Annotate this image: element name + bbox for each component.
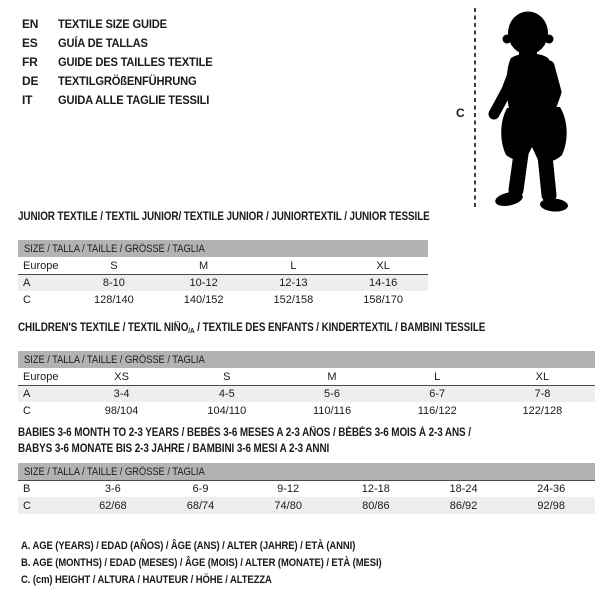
row-label: C: [23, 404, 31, 417]
size-cell: 158/170: [363, 293, 403, 306]
language-code: FR: [22, 54, 38, 69]
table-row-europe: [18, 257, 428, 274]
size-cell: 3-4: [113, 388, 130, 400]
children-table-title: [18, 322, 561, 335]
language-row-it: [22, 90, 224, 109]
size-cell: 12-18: [361, 483, 390, 495]
size-header-text: SIZE / TALLA / TAILLE / GRÖSSE / TAGLIA: [24, 242, 205, 255]
size-cell: 14-16: [369, 277, 398, 289]
row-label: B: [23, 483, 31, 495]
size-cell: 10-12: [189, 277, 218, 289]
legend-note-c: [21, 571, 440, 588]
size-cell: 74/80: [274, 499, 302, 512]
size-cell: 110/116: [312, 404, 352, 417]
language-row-fr: [22, 52, 224, 71]
size-cell: 68/74: [186, 499, 215, 512]
size-cell: M: [327, 370, 337, 383]
baby-silhouette-icon: [480, 6, 598, 212]
children-title-pre: CHILDREN'S TEXTILE / TEXTIL NIÑO: [18, 322, 189, 334]
size-cell: 5-6: [324, 388, 340, 400]
junior-table-title-text: JUNIOR TEXTILE / TEXTIL JUNIOR/ TEXTILE JUNIOR / JUNIORTEXTIL / JUNIOR TESSILE: [18, 211, 430, 223]
language-title: GUIDE DES TAILLES TEXTILE: [58, 54, 213, 69]
height-measure-dashed-line: [474, 8, 476, 209]
row-label: C: [23, 293, 31, 306]
size-cell: 18-24: [449, 483, 478, 495]
size-cell: 140/152: [183, 293, 224, 306]
legend-note-b-text: B. AGE (MONTHS) / EDAD (MESES) / ÂGE (MOIS) / ALTER (MONATE) / ETÀ (MESI): [21, 556, 382, 569]
size-cell: XS: [114, 370, 129, 383]
size-cell: 104/110: [207, 404, 247, 417]
row-label: A: [23, 277, 31, 289]
size-cell: 86/92: [449, 499, 478, 512]
row-label: Europe: [23, 370, 59, 383]
table-row-height: [18, 291, 428, 308]
legend-note-a-text: A. AGE (YEARS) / EDAD (AÑOS) / ÂGE (ANS) / ALTER (JAHRE) / ETÀ (ANNI): [21, 539, 356, 552]
size-cell: 6-7: [429, 388, 446, 400]
row-label: Europe: [23, 259, 59, 272]
size-cell: 9-12: [277, 483, 300, 495]
size-cell: 7-8: [534, 388, 551, 400]
measurement-legend: [21, 537, 440, 588]
size-cell: 122/128: [522, 404, 563, 417]
size-cell: 80/86: [362, 499, 390, 512]
language-code: ES: [22, 35, 38, 50]
table-row-height: [18, 402, 595, 419]
size-header-bar: [18, 463, 595, 480]
legend-note-b: [21, 554, 440, 571]
size-cell: S: [110, 259, 118, 272]
size-cell: 24-36: [537, 483, 566, 495]
size-cell: L: [434, 370, 441, 383]
size-cell: S: [223, 370, 231, 383]
language-row-es: [22, 33, 224, 52]
language-title: TEXTILGRÖßENFÜHRUNG: [58, 73, 197, 88]
size-header-bar: [18, 240, 428, 257]
children-size-table: [18, 351, 595, 419]
legend-note-a: [21, 537, 440, 554]
junior-size-table: [18, 240, 428, 308]
size-cell: XL: [376, 259, 390, 272]
babies-table-title: [18, 425, 545, 457]
size-cell: 3-6: [104, 483, 121, 495]
size-cell: 116/122: [417, 404, 457, 417]
height-measure-label: C: [456, 106, 465, 120]
size-cell: 6-9: [192, 483, 209, 495]
children-title-post: / TEXTILE DES ENFANTS / KINDERTEXTIL / BAMBINI TESSILE: [194, 322, 486, 334]
children-table-title-text: [18, 322, 485, 335]
size-cell: XL: [535, 370, 550, 383]
size-header-bar: [18, 351, 595, 368]
language-code: IT: [22, 92, 33, 107]
babies-size-table: [18, 463, 595, 514]
size-cell: L: [290, 259, 297, 272]
size-cell: 128/140: [93, 293, 134, 306]
row-label: A: [23, 388, 31, 400]
language-title: GUÍA DE TALLAS: [58, 35, 148, 50]
table-row-age: [18, 385, 595, 402]
table-row-age-months: [18, 480, 595, 497]
language-code: DE: [22, 73, 39, 88]
language-row-de: [22, 71, 224, 90]
size-header-text: SIZE / TALLA / TAILLE / GRÖSSE / TAGLIA: [24, 465, 205, 478]
babies-title-line2: BABYS 3-6 MONATE BIS 2-3 JAHRE / BAMBINI 3-6 MESI A 2-3 ANNI: [18, 443, 330, 455]
language-code: EN: [22, 16, 39, 31]
language-legend: [22, 14, 224, 109]
language-title: TEXTILE SIZE GUIDE: [58, 16, 167, 31]
table-row-height: [18, 497, 595, 514]
size-cell: 12-13: [279, 277, 308, 289]
language-row-en: [22, 14, 224, 33]
legend-note-c-text: C. (cm) HEIGHT / ALTURA / HAUTEUR / HÖHE / ALTEZZA: [21, 573, 272, 586]
size-cell: M: [199, 259, 209, 272]
size-cell: 98/104: [104, 404, 139, 417]
size-cell: 152/158: [273, 293, 314, 306]
size-cell: 62/68: [99, 499, 127, 512]
table-row-europe: [18, 368, 595, 385]
size-cell: 4-5: [218, 388, 235, 400]
size-cell: 8-10: [102, 277, 125, 289]
babies-title-line1: BABIES 3-6 MONTH TO 2-3 YEARS / BEBÉS 3-6 MESES A 2-3 AÑOS / BÉBÉS 3-6 MOIS À 2-3 ANS /: [18, 427, 471, 439]
size-header-text: SIZE / TALLA / TAILLE / GRÖSSE / TAGLIA: [24, 353, 205, 366]
row-label: C: [23, 499, 31, 512]
table-row-age: [18, 274, 428, 291]
junior-table-title: [18, 211, 497, 223]
language-title: GUIDA ALLE TAGLIE TESSILI: [58, 92, 210, 107]
size-cell: 92/98: [537, 499, 565, 512]
children-title-sub: /A: [188, 326, 195, 335]
